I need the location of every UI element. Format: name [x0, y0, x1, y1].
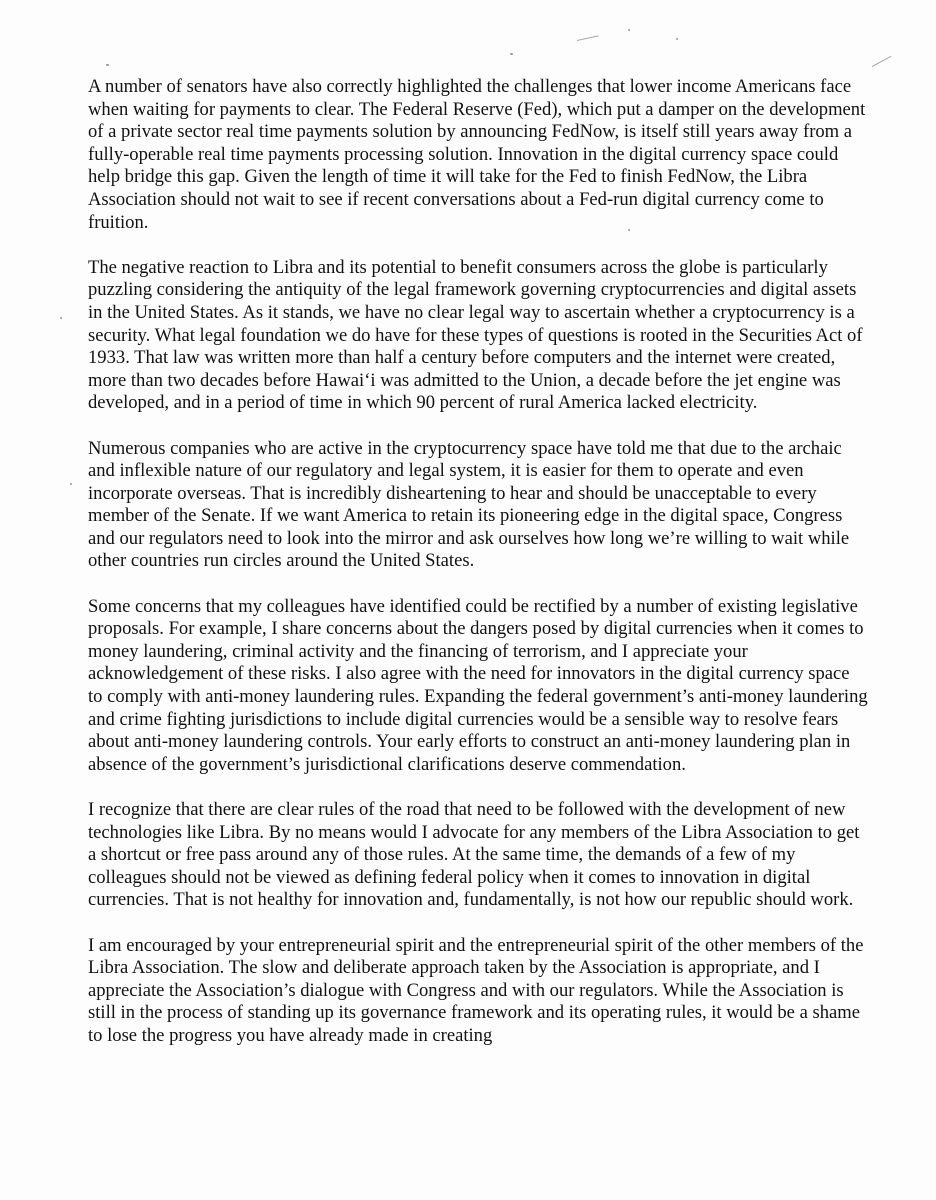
- scan-scratch: [872, 56, 892, 67]
- paragraph: Some concerns that my colleagues have identified could be rectified by a number of existing legislative proposals. For example, I share concerns about the dangers posed by digital currencies when it comes to money laundering, criminal activity and the financing of terrorism, and I appreciate your acknowledgement of these risks. I also agree with the need for innovators in the digital currency space to comply with anti-money laundering rules. Expanding the federal government’s anti-money laundering and crime fighting jurisdictions to include digital currencies would be a sensible way to resolve fears about anti-money laundering controls. Your early efforts to construct an anti-money laundering plan in absence of the government’s jurisdictional clarifications deserve commendation.: [88, 595, 868, 775]
- letter-body: [88, 76, 868, 1048]
- scan-speck: [60, 317, 62, 319]
- scan-speck: [106, 64, 109, 66]
- paragraph: A number of senators have also correctly highlighted the challenges that lower income Americans face when waiting for payments to clear. The Federal Reserve (Fed), which put a damper on the development of a private sector real time payments solution by announcing FedNow, is itself still years away from a fully-operable real time payments processing solution. Innovation in the digital currency space could help bridge this gap. Given the length of time it will take for the Fed to finish FedNow, the Libra Association should not wait to see if recent conversations about a Fed-run digital currency come to fruition.: [88, 76, 866, 233]
- paragraph: I recognize that there are clear rules of the road that need to be followed with the development of new technologies like Libra. By no means would I advocate for any members of the Libra Association to get a shortcut or free pass around any of those rules. At the same time, the demands of a few of my colleagues should not be viewed as defining federal policy when it comes to innovation in digital currencies. That is not healthy for innovation and, fundamentally, is not how our republic should work.: [88, 799, 860, 911]
- scan-speck: [676, 38, 678, 40]
- paragraph: The negative reaction to Libra and its potential to benefit consumers across the globe is particularly puzzling considering the antiquity of the legal framework governing cryptocurrencies and digital assets in the United States. As it stands, we have no clear legal way to ascertain whether a cryptocurrency is a security. What legal foundation we do have for these types of questions is rooted in the Securities Act of 1933. That law was written more than half a century before computers and the internet were created, more than two decades before Hawai‘i was admitted to the Union, a decade before the jet engine was developed, and in a period of time in which 90 percent of rural America lacked electricity.: [88, 256, 863, 414]
- scan-scratch: [577, 35, 599, 41]
- scan-speck: [510, 53, 513, 55]
- scan-speck: [628, 29, 630, 31]
- paragraph: Numerous companies who are active in the cryptocurrency space have told me that due to the archaic and inflexible nature of our regulatory and legal system, it is easier for them to operate and even incorporate overseas. That is incredibly disheartening to hear and should be unacceptable to every member of the Senate. If we want America to retain its pioneering edge in the digital space, Congress and our regulators need to look into the mirror and ask ourselves how long we’re willing to wait while other countries run circles around the United States.: [88, 437, 850, 572]
- scan-speck: [70, 483, 72, 485]
- paragraph: I am encouraged by your entrepreneurial spirit and the entrepreneurial spirit of the other members of the Libra Association. The slow and deliberate approach taken by the Association is appropriate, and I appreciate the Association’s dialogue with Congress and with our regulators. While the Association is still in the process of standing up its governance framework and its operating rules, it would be a shame to lose the progress you have already made in creating: [88, 934, 864, 1046]
